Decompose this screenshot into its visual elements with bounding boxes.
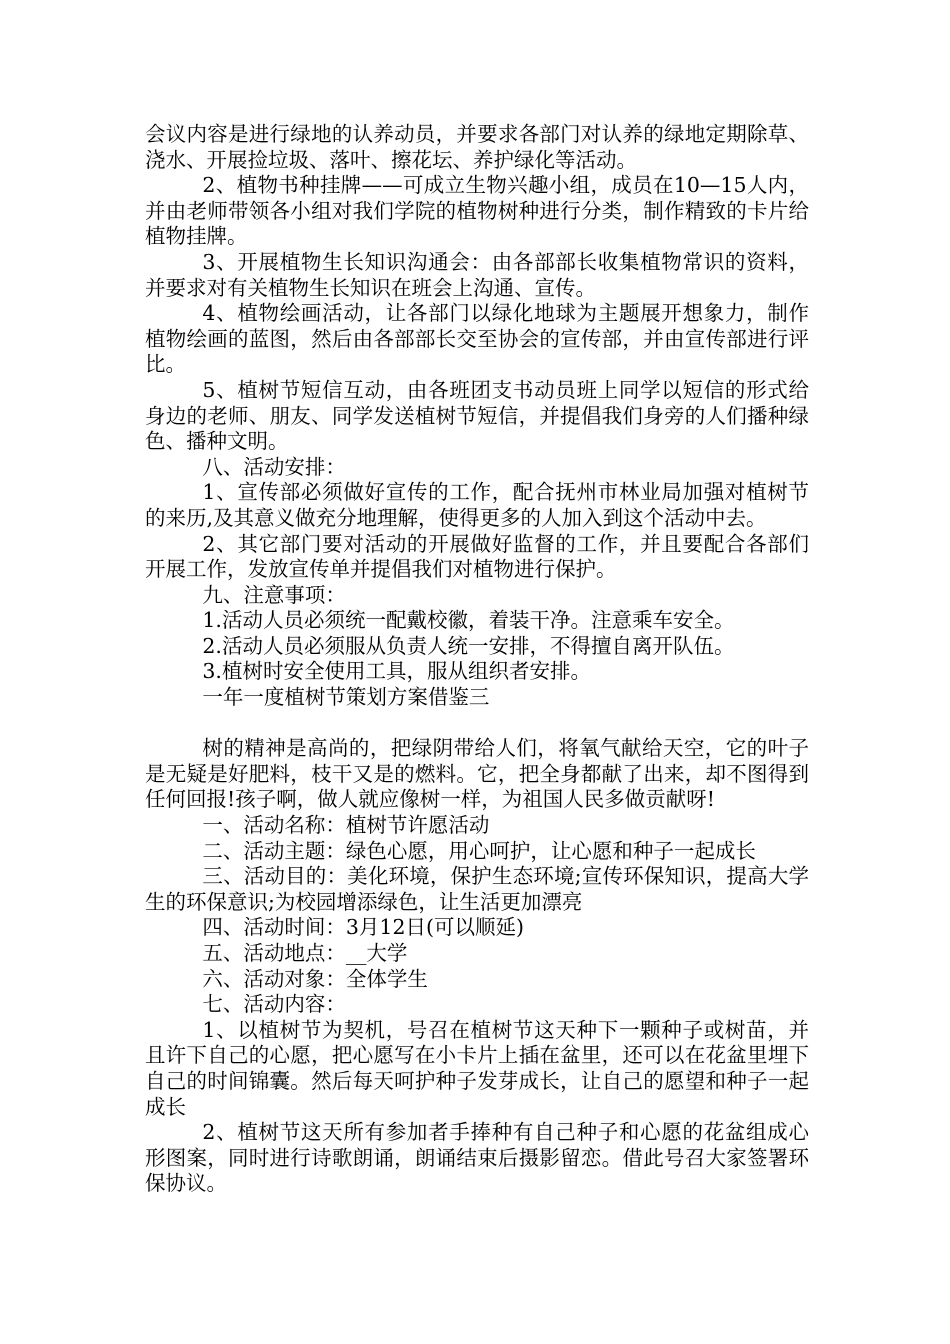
activity-theme: 二、活动主题：绿色心愿，用心呵护，让心愿和种子一起成长 (202, 838, 756, 863)
activity-content-1: 1、以植树节为契机，号召在植树节这天种下一颗种子或树苗，并且许下自己的心愿，把心愿写在小卡片上插在盆里，还可以在花盆里埋下自己的时间锦囊。然后每天呵护种子发芽成长，让自己的愿望和种子一起成长 (145, 1017, 809, 1119)
notice-item-2: 2.活动人员必须服从负责人统一安排，不得擅自离开队伍。 (202, 633, 735, 658)
blank-line (145, 711, 809, 737)
activity-time: 四、活动时间：3月12日(可以顺延) (202, 915, 525, 940)
activity-location: 五、活动地点：__大学 (202, 941, 408, 965)
section-heading-8: 八、活动安排： (202, 454, 346, 479)
paragraph-6: 1、宣传部必须做好宣传的工作，配合抚州市林业局加强对植树节的来历,及其意义做充分地理解，使得更多的人加入到这个活动中去。 (145, 480, 809, 530)
activity-content-2: 2、植树节这天所有参加者手捧种有自己种子和心愿的花盆组成心形图案，同时进行诗歌朗诵，朗诵结束后摄影留恋。借此号召大家签署环保协议。 (145, 1120, 809, 1196)
paragraph-1: 会议内容是进行绿地的认养动员，并要求各部门对认养的绿地定期除草、浇水、开展捡垃圾、落叶、擦花坛、养护绿化等活动。 (145, 122, 809, 172)
activity-purpose: 三、活动目的：美化环境，保护生态环境;宣传环保知识，提高大学生的环保意识;为校园增添绿色，让生活更加漂亮 (145, 864, 809, 914)
notice-item-3: 3.植树时安全使用工具，服从组织者安排。 (202, 659, 591, 684)
paragraph-3: 3、开展植物生长知识沟通会：由各部部长收集植物常识的资料，并要求对有关植物生长知识在班会上沟通、宣传。 (145, 249, 809, 300)
paragraph-4: 4、植物绘画活动，让各部门以绿化地球为主题展开想象力，制作植物绘画的蓝图，然后由各部部长交至协会的宣传部，并由宣传部进行评比。 (145, 301, 809, 377)
paragraph-5: 5、植树节短信互动，由各班团支书动员班上同学以短信的形式给身边的老师、朋友、同学发送植树节短信，并提倡我们身旁的人们播种绿色、播种文明。 (145, 377, 809, 454)
document-section-title: 一年一度植树节策划方案借鉴三 (202, 685, 490, 710)
notice-item-1: 1.活动人员必须统一配戴校徽，着装干净。注意乘车安全。 (202, 608, 735, 633)
paragraph-7: 2、其它部门要对活动的开展做好监督的工作，并且要配合各部们开展工作，发放宣传单并提倡我们对植物进行保护。 (145, 531, 809, 582)
paragraph-2: 2、植物书种挂牌——可成立生物兴趣小组，成员在10—15人内，并由老师带领各小组对我们学院的植物树种进行分类，制作精致的卡片给植物挂牌。 (145, 173, 809, 249)
activity-content-heading: 七、活动内容： (202, 992, 346, 1017)
document-page (145, 122, 809, 1197)
activity-audience: 六、活动对象：全体学生 (202, 966, 428, 991)
activity-name: 一、活动名称：植树节许愿活动 (202, 813, 490, 838)
intro-paragraph: 树的精神是高尚的，把绿阴带给人们，将氧气献给天空，它的叶子是无疑是好肥料，枝干又是的燃料。它，把全身都献了出来，却不图得到任何回报!孩子啊，做人就应像树一样，为祖国人民多做贡献呀! (145, 736, 809, 812)
section-heading-9: 九、注意事项： (202, 582, 346, 607)
